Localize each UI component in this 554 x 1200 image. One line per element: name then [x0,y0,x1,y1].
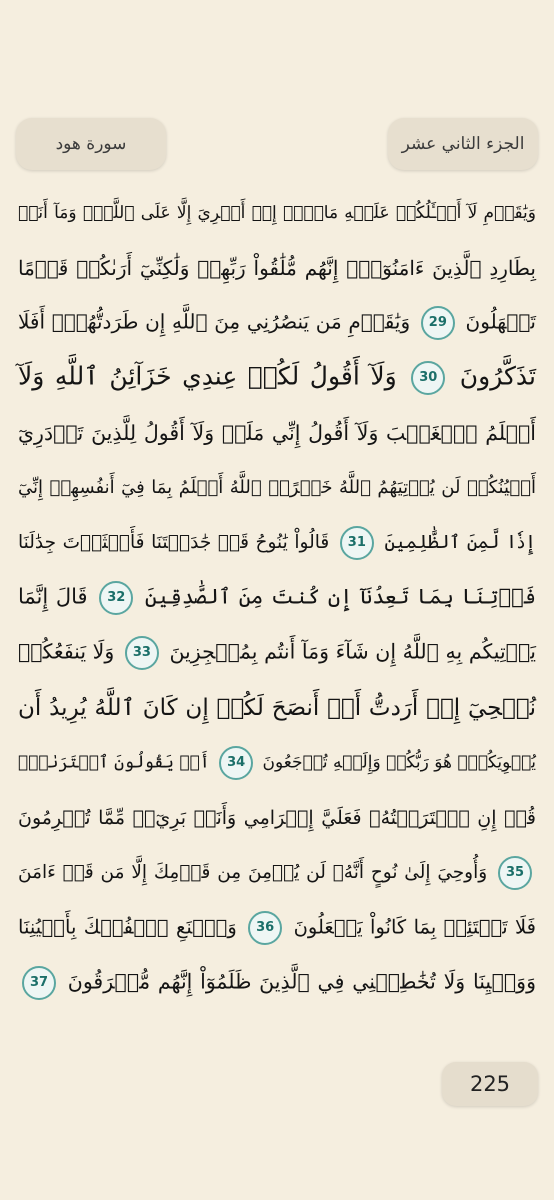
line-text: نُصۡحِيٓ إِنۡ أَرَدتُّ أَنۡ أَنصَحَ لَكُمۡ إِن كَانَ ٱللَّهُ يُرِيدُ أَن [18,694,536,721]
line-text: 35 وَأُوحِيَ إِلَىٰ نُوحٍ أَنَّهُۥ لَن يُؤۡمِنَ مِن قَوۡمِكَ إِلَّا مَن قَدۡ ءَامَنَ [18,856,536,890]
line-text: أَعۡلَمُ ٱلۡغَيۡبَ وَلَآ أَقُولُ إِنِّي مَلَكٞ وَلَآ أَقُولُ لِلَّذِينَ تَزۡدَرِيٓ [18,420,536,445]
line-text: يَأۡتِيكُم بِهِ ٱللَّهُ إِن شَآءَ وَمَآ أَنتُم بِمُعۡجِزِينَ 33 وَلَا يَنفَعُكُمۡ [18,636,536,670]
verse-number-marker[interactable]: 33 [125,636,159,670]
text-line[interactable] [18,955,536,1010]
line-text: فَأۡتِنَا بِمَا تَعِدُنَآ إِن كُنتَ مِنَ ٱلصَّٰدِقِينَ 32 قَالَ إِنَّمَا [18,581,536,615]
line-text: تَذَكَّرُونَ 30 وَلَآ أَقُولُ لَكُمۡ عِندِي خَزَآئِنُ ٱللَّهِ وَلَآ [18,361,536,395]
text-line[interactable] [18,350,536,405]
verse-number-marker[interactable]: 29 [421,306,455,340]
page-number: 225 [469,1072,511,1096]
surah-name: سورة هود [55,134,127,154]
verse-number-marker[interactable]: 34 [219,746,253,780]
text-line[interactable] [18,460,536,515]
line-text: قُلۡ إِنِ ٱفۡتَرَيۡتُهُۥ فَعَلَيَّ إِجۡرَامِي وَأَنَا۠ بَرِيٓءٞ مِّمَّا تُجۡرِمُونَ [18,806,536,829]
verse-number-marker[interactable]: 36 [248,911,282,945]
page-number-badge[interactable] [442,1062,538,1106]
text-line[interactable] [18,570,536,625]
text-line[interactable] [18,405,536,460]
line-text: إِذٗا لَّمِنَ ٱلظَّٰلِمِينَ 31 قَالُواْ يَٰنُوحُ قَدۡ جَٰدَلۡتَنَا فَأَكۡثَرۡتَ جِدَٰلَنَا [18,526,536,560]
text-line[interactable] [18,735,536,790]
text-line[interactable] [18,185,536,240]
line-text: فَلَا تَبۡتَئِسۡ بِمَا كَانُواْ يَفۡعَلُونَ 36 وَٱصۡنَعِ ٱلۡفُلۡكَ بِأَعۡيُنِنَا [18,911,536,945]
text-line[interactable] [18,790,536,845]
juz-name: الجزء الثاني عشر [401,134,525,154]
verse-number-marker[interactable]: 30 [411,361,445,395]
verse-number-marker[interactable]: 35 [498,856,532,890]
text-line[interactable] [18,680,536,735]
line-text: يُغۡوِيَكُمۡۚ هُوَ رَبُّكُمۡ وَإِلَيۡهِ تُرۡجَعُونَ 34 أَمۡ يَقُولُونَ ٱفۡتَرَىٰهُۖ [18,746,536,780]
page-header [16,118,538,170]
text-line[interactable] [18,900,536,955]
text-line[interactable] [18,515,536,570]
line-text: وَيَٰقَوۡمِ لَآ أَسۡـَٔلُكُمۡ عَلَيۡهِ مَالًاۖ إِنۡ أَجۡرِيَ إِلَّا عَلَى ٱللَّهِۚ وَمَآ أَنَا۠ [18,202,536,223]
surah-name-badge[interactable] [16,118,166,170]
line-text: تَجۡهَلُونَ 29 وَيَٰقَوۡمِ مَن يَنصُرُنِي مِنَ ٱللَّهِ إِن طَرَدتُّهُمۡۚ أَفَلَا [18,306,536,340]
line-text: وَوَحۡيِنَا وَلَا تُخَٰطِبۡنِي فِي ٱلَّذِينَ ظَلَمُوٓاْ إِنَّهُم مُّغۡرَقُونَ 37 [18,966,536,1000]
line-text: بِطَارِدِ ٱلَّذِينَ ءَامَنُوٓاْۚ إِنَّهُم مُّلَٰقُواْ رَبِّهِمۡ وَلَٰكِنِّيٓ أَرَىٰكُمۡ قَوۡمًا [18,255,536,280]
verse-number-marker[interactable]: 32 [99,581,133,615]
verse-number-marker[interactable]: 31 [340,526,374,560]
text-line[interactable] [18,240,536,295]
juz-name-badge[interactable] [388,118,538,170]
quran-text[interactable] [18,185,536,1040]
line-text: أَعۡيُنُكُمۡ لَن يُؤۡتِيَهُمُ ٱللَّهُ خَيۡرًاۖ ٱللَّهُ أَعۡلَمُ بِمَا فِيٓ أَنفُسِهِمۡ إِنِّيٓ [18,477,536,498]
verse-number-marker[interactable]: 37 [22,966,56,1000]
text-line[interactable] [18,625,536,680]
text-line[interactable] [18,845,536,900]
text-line[interactable] [18,295,536,350]
